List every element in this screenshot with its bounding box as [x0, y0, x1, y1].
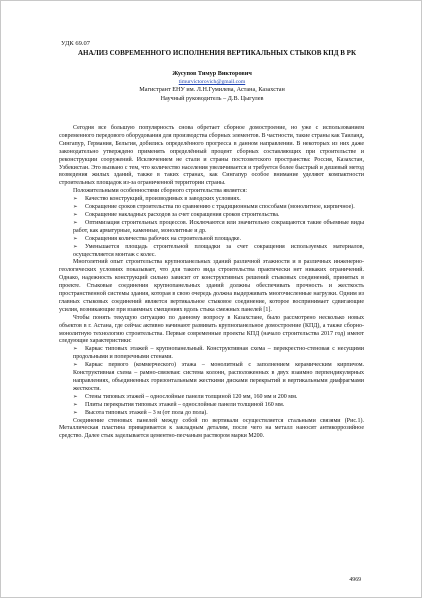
body-paragraph: Многолетний опыт строительства крупнопанельных зданий различной этажности и в различных инженерно-геологических условиях показывает, что для такого вида строительства практически нет никаких ограничений. Однако, надежность конструкций сильно зависит от конструктивных решений стыковых соединений, принятых в проекте. Стыковые соединения крупнопанельных зданий должны обеспечивать прочность и жесткость пространственной системы здания, которая в свою очередь должна выдерживать многочисленные нагрузки. Одним из главных стыковых соединений является вертикальное стыковое соединение, которое воспринимает сдвигающие усилия, возникающие при взаимных смещениях вдоль стыка смежных панелей [1]. [59, 259, 364, 313]
bullet-item [59, 220, 364, 236]
bullet-item [59, 196, 364, 204]
author-email-link[interactable]: timurvictorovich@gmail.com [178, 79, 246, 86]
bullet-arrow-icon: ➢ [73, 219, 78, 226]
bullet-item [59, 402, 364, 410]
body-paragraph: Чтобы понять текущую ситуацию по данному вопросу в Казахстане, было рассмотрено несколько новых объектов в г. Астана, где сейчас активно начинают развивать крупнопанельное домостроение (КПД), а также сборно-монолитную технологию строительства. Первые современные проекты КПД (начало строительства 2017 год) имеют следующие характеристики: [59, 314, 364, 345]
article-title: АНАЛИЗ СОВРЕМЕННОГО ИСПОЛНЕНИЯ ВЕРТИКАЛЬНЫХ СТЫКОВ КПД В РК [77, 49, 357, 57]
bullet-text: Сокращение накладных расходов за счет сокращения сроков строительства. [85, 211, 280, 218]
bullet-item [59, 346, 364, 362]
bullet-arrow-icon: ➢ [73, 346, 78, 353]
bullet-text: Сокращения количества рабочих на строительной площадке. [85, 235, 241, 242]
bullet-text: Плиты перекрытия типовых этажей – однослойные панели толщиной 160 мм. [85, 401, 285, 408]
bullet-text: Стены типовых этажей – однослойные панели толщиной 120 мм, 160 мм и 200 мм. [85, 393, 298, 400]
bullet-item [59, 204, 364, 212]
bullet-text: Качество конструкций, производимых в заводских условиях. [85, 196, 241, 203]
bullet-item [59, 236, 364, 244]
bullet-arrow-icon: ➢ [73, 409, 78, 416]
bullet-text: Уменьшается площадь строительной площадки за счет сокращения используемых материалов, осуществляется монтаж с колес. [73, 243, 364, 258]
body-paragraph: Соединение стеновых панелей между собой по вертикали осуществляется стальными связями (Рис.1). Металлическая пластина приваривается к закладным деталям, после чего на металл наносят антикоррозийное средство. Далее стык заделывается цементно-песчаным раствором марки М200. [59, 417, 364, 440]
bullet-arrow-icon: ➢ [73, 243, 78, 250]
bullet-text: Каркас первого (коммерческого) этажа – монолитный с заполнением керамическим кирпичом. Конструктивная схема – рамно-связевая: система колонн, расположенных в двух взаимно перпендикулярных направлениях, объединенных горизонтальными жесткими дисками перекрытий и вертикальными диафрагмами жесткости. [73, 362, 364, 392]
udk-code: УДК 69.07 [61, 40, 90, 47]
bullet-arrow-icon: ➢ [73, 211, 78, 218]
body-paragraph: Сегодня все большую популярность снова обретает сборное домостроение, но уже с использованием современного передового оборудования для производства сборных элементов. В частности, такие страны как Таиланд, Сингапур, Германия, Бельгия, добились определённого прогресса в данном направлении. В некоторых из них даже законодательно утверждено применять определённый процент сборных составляющих при строительстве и реконструкции сооружений. Исключением не стали и страны постсоветского пространства: Россия, Казахстан, Узбекистан. Это вызвано с тем, что количество населения увеличивается и требуется более быстрый и дешевый метод возведения жилых зданий, также в таких странах, как Сингапур особое внимание уделяют компактности строительных площадок из-за ограниченной территории страны. [59, 125, 364, 187]
bullet-text: Каркас типовых этажей – крупнопанельный. Конструктивная схема – перекрестно-стеновая с несущими продольными и поперечными стенами. [73, 346, 364, 361]
bullet-item [59, 410, 364, 418]
bullet-arrow-icon: ➢ [73, 235, 78, 242]
bullet-item [59, 362, 364, 394]
author-name: Жусупов Тимур Викторович [172, 70, 252, 77]
body-paragraph: Положительными особенностями сборного строительства является: [73, 188, 248, 195]
bullet-arrow-icon: ➢ [73, 362, 78, 369]
bullet-item [59, 394, 364, 402]
bullet-text: Сокращение сроков строительства по сравнению с традиционными способами (монолитное, кирпичное). [85, 204, 355, 211]
author-affiliation: Магистрант ЕНУ им. Л.Н.Гумилева, Астана, Казахстан [139, 86, 285, 94]
article-body [59, 125, 364, 441]
bullet-text: Высота типовых этажей – 3 м (от пола до пола). [85, 409, 208, 416]
bullet-text: Оптимизация строительных процессов. Исключаются или значительно сокращаются такие объемные виды работ, как арматурные, каменные, монолитные и др. [73, 219, 364, 234]
bullet-arrow-icon: ➢ [73, 204, 78, 211]
bullet-arrow-icon: ➢ [73, 401, 78, 408]
author-block [61, 70, 363, 103]
bullet-arrow-icon: ➢ [73, 196, 78, 203]
scientific-supervisor: Научный руководитель – Д.В. Цыгулев [160, 94, 264, 102]
page-number: 4969 [349, 577, 361, 583]
bullet-item [59, 212, 364, 220]
bullet-arrow-icon: ➢ [73, 393, 78, 400]
bullet-item [59, 244, 364, 260]
